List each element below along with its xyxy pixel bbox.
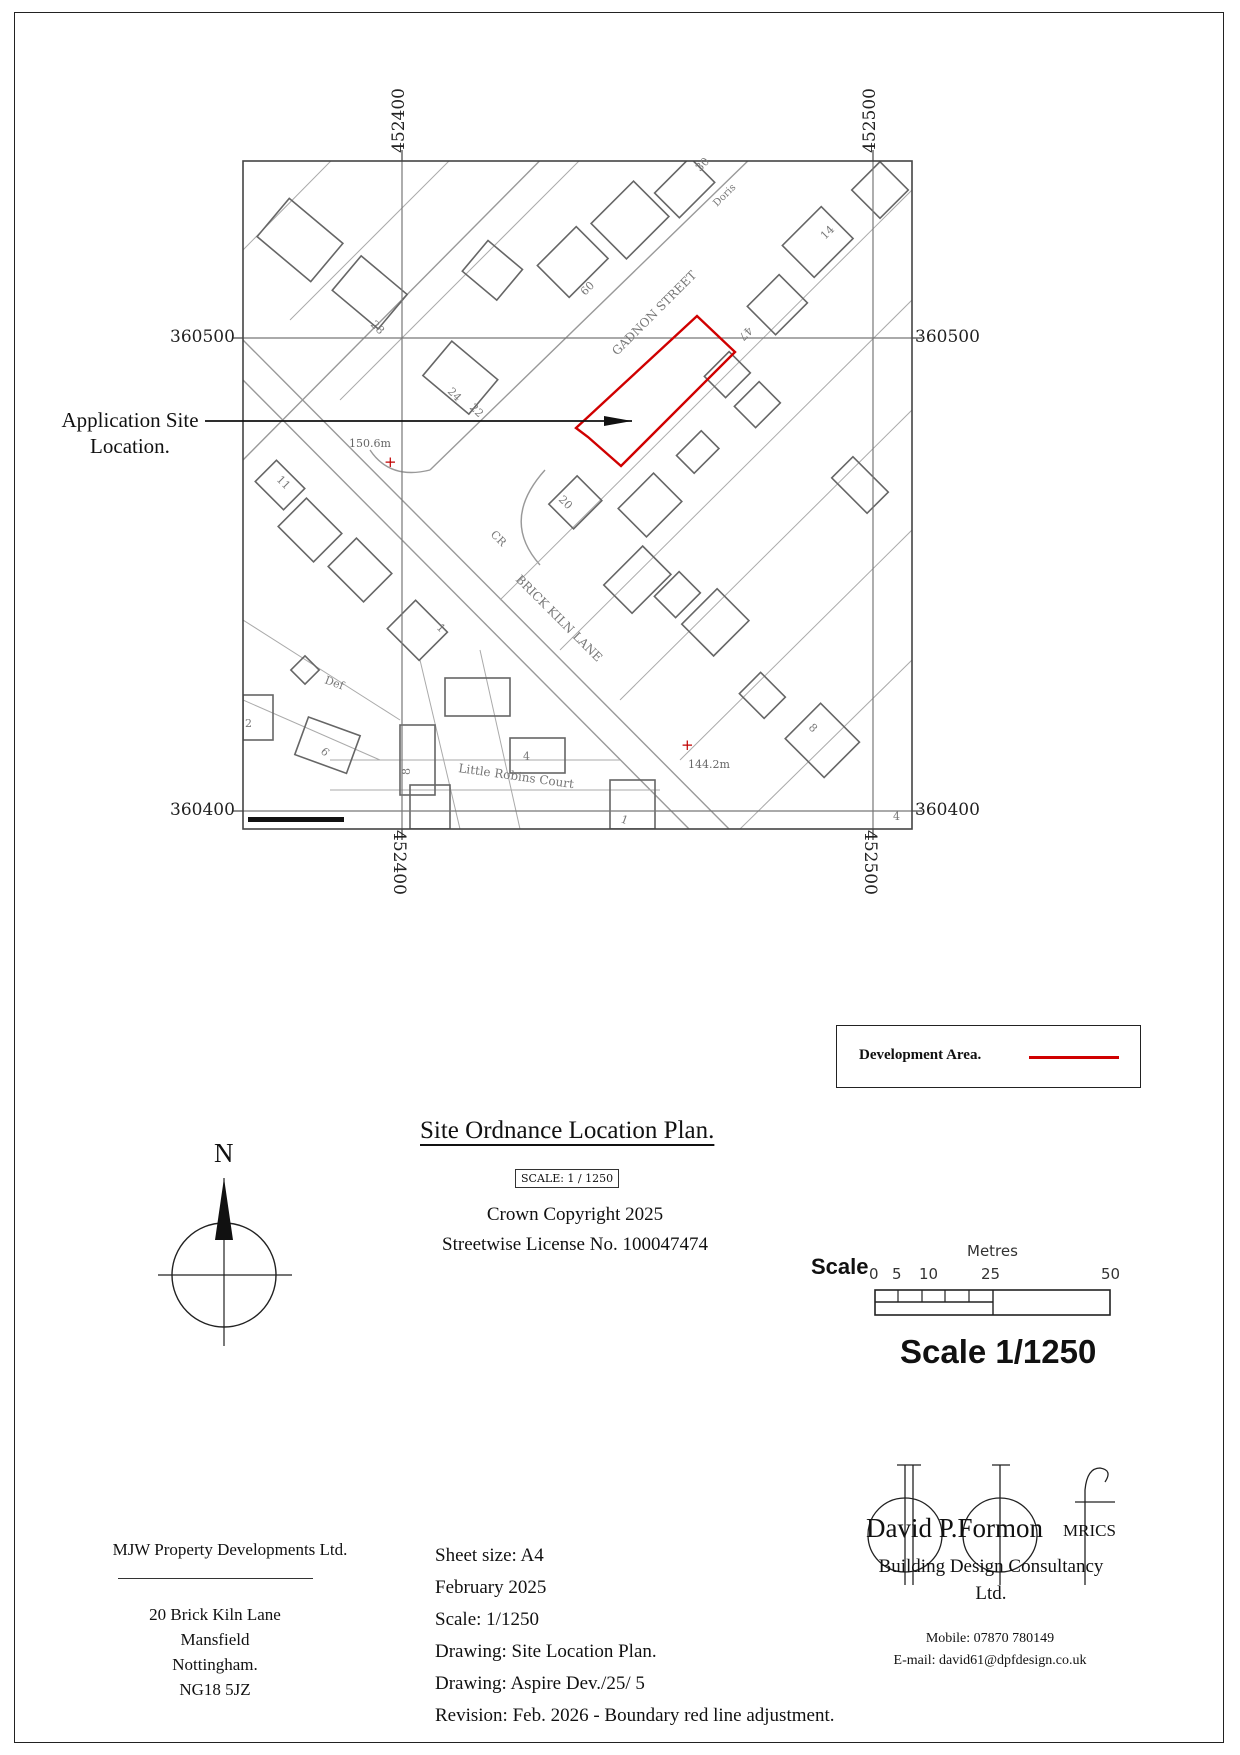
scale-tick-label: 5 [892, 1265, 902, 1283]
designer-qualification: MRICS [1063, 1521, 1116, 1540]
scale-bar-ticks [869, 1265, 1129, 1285]
grid-label-bottom-right: 452500 [860, 830, 880, 895]
plot-boundaries [243, 20, 912, 829]
designer-contact [860, 1628, 1120, 1672]
house-number: 4 [893, 810, 900, 823]
spot-height-2: 144.2m [688, 758, 730, 771]
designer-email: E-mail: david61@dpfdesign.co.uk [893, 1653, 1087, 1668]
house-number: 60 [577, 279, 598, 299]
house-number: 6 [317, 744, 333, 760]
client-address [100, 1602, 330, 1702]
house-number: 47 [735, 323, 756, 343]
spot-height-1: 150.6m [349, 437, 391, 450]
sheet-revision: Revision: Feb. 2026 - Boundary red line adjustment. [435, 1705, 835, 1726]
grid-label-bottom-left: 452400 [389, 830, 409, 895]
road-gadnon-street [243, 100, 790, 473]
grid-label-right-top: 360500 [915, 327, 980, 347]
grid-label-left-bottom: 360400 [170, 800, 235, 820]
house-number: 1 [433, 620, 449, 636]
north-label: N [214, 1138, 234, 1168]
sheet-size: Sheet size: A4 [435, 1545, 544, 1566]
scale-bar-graphic [870, 1285, 1115, 1320]
house-number: 14 [817, 223, 838, 243]
legend-label: Development Area. [859, 1047, 982, 1063]
grid-label-top-left: 452400 [389, 88, 409, 153]
designer-name: David P.Formon [866, 1513, 1044, 1543]
scale-tick-label: 10 [919, 1265, 939, 1283]
legend-red-line [1029, 1056, 1119, 1059]
street-label-dorris: Doris [711, 182, 739, 210]
designer-company [866, 1553, 1116, 1607]
sheet-info [435, 1540, 834, 1732]
designer-company-line: Ltd. [975, 1583, 1007, 1604]
address-line: Mansfield [180, 1630, 250, 1649]
copyright-block [410, 1200, 740, 1260]
scale-badge: SCALE: 1 / 1250 [515, 1169, 619, 1188]
house-number: 28 [367, 317, 387, 338]
house-number: 20 [555, 492, 575, 513]
street-label-little-robins: Little Robins Court [457, 761, 575, 792]
house-number: 1 [618, 812, 630, 828]
scale-tick-label: 0 [869, 1265, 879, 1283]
street-label-brick-kiln: BRICK KILN LANE [512, 572, 606, 665]
house-number: 2 [245, 717, 252, 730]
spot-height-marker-2: + [681, 736, 694, 754]
sheet-scale: Scale: 1/1250 [435, 1609, 539, 1630]
map-scale-strip [248, 817, 344, 822]
legend [836, 1025, 1141, 1088]
scale-tick-label: 50 [1101, 1265, 1121, 1283]
grid-label-top-right: 452500 [860, 88, 880, 153]
scale-bar-word: Scale [811, 1254, 869, 1279]
house-number: 8 [805, 720, 821, 736]
address-line: Nottingham. [172, 1655, 258, 1674]
arrow-head [604, 416, 632, 426]
designer-mobile: Mobile: 07870 780149 [925, 1631, 1055, 1646]
scale-ratio-text: Scale 1/1250 [900, 1333, 1097, 1370]
grid-label-right-bottom: 360400 [915, 800, 980, 820]
house-number: 8 [400, 768, 413, 775]
map-label-def: Def [322, 673, 346, 693]
street-label-gadnon: GADNON STREET [609, 268, 700, 359]
client-divider [118, 1578, 313, 1579]
house-number: 4 [523, 750, 530, 763]
scale-tick-label: 25 [981, 1265, 1001, 1283]
house-number: 30 [692, 155, 713, 175]
house-number: 22 [466, 400, 486, 421]
grid-label-left-top: 360500 [170, 327, 235, 347]
application-site-label-line1: Application Site [61, 408, 199, 432]
spot-height-marker-1: + [384, 453, 397, 471]
scale-bar-units: Metres [967, 1242, 1018, 1260]
map-label-cr: CR [487, 527, 509, 549]
address-line: 20 Brick Kiln Lane [149, 1605, 281, 1624]
sheet-drawing-number: Drawing: Aspire Dev./25/ 5 [435, 1673, 645, 1694]
sheet-date: February 2025 [435, 1577, 547, 1598]
application-site-label [50, 407, 210, 459]
house-number: 11 [273, 472, 293, 493]
designer-company-line: Building Design Consultancy [878, 1556, 1104, 1577]
application-site-label-line2: Location. [90, 434, 170, 458]
copyright-line: Crown Copyright 2025 [486, 1204, 664, 1225]
license-line: Streetwise License No. 100047474 [442, 1234, 708, 1255]
sheet-drawing-title: Drawing: Site Location Plan. [435, 1641, 657, 1662]
house-number: 24 [444, 384, 464, 405]
plan-title: Site Ordnance Location Plan. [420, 1117, 715, 1144]
client-name: MJW Property Developments Ltd. [112, 1540, 348, 1559]
north-arrow-icon [150, 1168, 300, 1348]
address-line: NG18 5JZ [179, 1680, 251, 1699]
